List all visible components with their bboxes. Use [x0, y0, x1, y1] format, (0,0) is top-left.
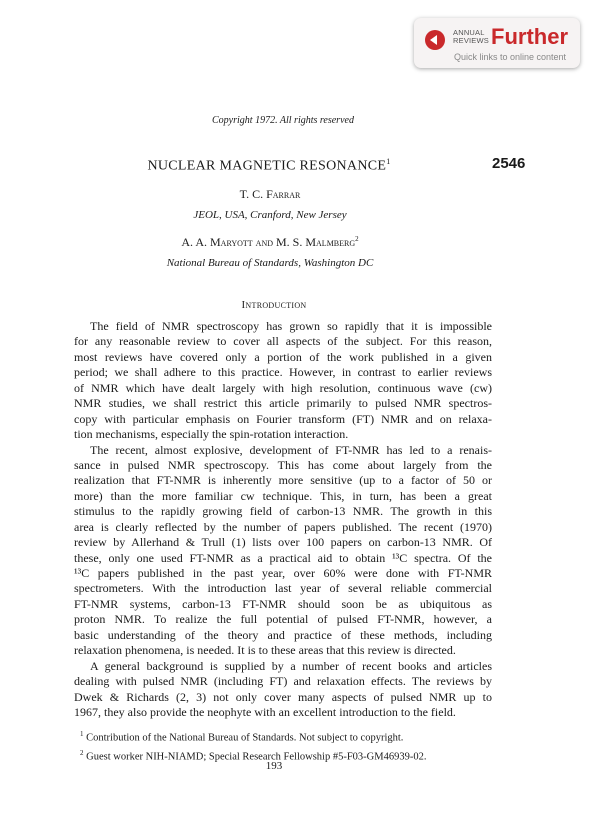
- paragraph-line: spectrometers. With the introduction last year of several reliable commercial: [74, 581, 492, 596]
- paragraph-line: sance in pulsed NMR spectroscopy. This has come about largely from the: [74, 457, 492, 472]
- paragraph-line: 1967, they also provide the neophyte with an excellent introduction to the field.: [74, 704, 456, 719]
- paragraph-line: review by Allerhand & Trull (1) lists over 100 papers on carbon-13 NMR. Of: [74, 535, 492, 550]
- paragraph-line: A general background is supplied by a number of recent books and articles: [90, 658, 492, 673]
- badge-annual-reviews-label: ANNUAL REVIEWS: [453, 28, 489, 45]
- paragraph-line: basic understanding of the theory and practice of these methods, including: [74, 627, 492, 642]
- paragraph-line: for any reasonable review to cover all aspects of the subject. For this reason,: [74, 334, 492, 349]
- paragraph-line: of NMR which have dealt largely with high resolution, continuous wave (cw): [74, 380, 492, 395]
- further-links-badge[interactable]: [414, 18, 580, 68]
- affiliation-2: National Bureau of Standards, Washington DC: [166, 257, 374, 269]
- footnote-2: $^2$ Guest worker NIH-NIAMD; Special Research Fellowship #5-F03-GM46939-02.: [80, 748, 427, 762]
- paragraph-line: these, only one used FT-NMR as a practical aid to obtain ¹³C spectra. Of the: [74, 550, 492, 565]
- author-2-footnote-mark: 2: [355, 235, 359, 243]
- title-footnote-mark: 1: [386, 157, 391, 166]
- badge-further-label: Further: [491, 24, 568, 49]
- paragraph-line: NMR studies, we shall restrict this article primarily to pulsed NMR spectros-: [74, 396, 492, 411]
- paragraph-line: FT-NMR systems, carbon-13 FT-NMR should soon be as ubiquitous as: [74, 596, 492, 611]
- article-code: 2546: [492, 155, 526, 172]
- paragraph-line: period; we shall adhere to this practice. However, in contrast to earlier reviews: [74, 365, 492, 380]
- paragraph-line: copy with particular emphasis on Fourier transform (FT) NMR and on relaxa-: [74, 411, 492, 426]
- body-text: [74, 319, 492, 720]
- paragraph-line: more) than the more familiar cw technique. This, in turn, has been a great: [74, 488, 492, 503]
- author-1: T. C. Farrar: [239, 187, 301, 201]
- paragraph-line: dealing with pulsed NMR (including FT) and relaxation effects. The reviews by: [74, 674, 492, 689]
- paragraph-line: stimulus to the rapidly growing field of carbon-13 NMR. The growth in this: [74, 504, 492, 519]
- paragraph-line: ¹³C papers published in the past year, over 60% were done with FT-NMR: [74, 566, 492, 580]
- paragraph-line: area is clearly reflected by the number of papers published. The recent (1970): [74, 519, 492, 534]
- paragraph-line: The field of NMR spectroscopy has grown so rapidly that it is impossible: [90, 319, 492, 333]
- paragraph-line: realization that FT-NMR is inherently more sensitive (up to a factor of 50 or: [74, 473, 492, 488]
- copyright-notice: Copyright 1972. All rights reserved: [212, 115, 354, 126]
- author-2: A. A. Maryott and M. S. Malmberg$^2$: [181, 235, 359, 249]
- badge-subtitle: Quick links to online content: [454, 52, 567, 62]
- paragraph-line: Dwek & Richards (2, 3) not only cover many aspects of pulsed NMR up to: [74, 689, 492, 704]
- paragraph-line: most reviews have covered only a portion of the work published in a given: [74, 349, 492, 364]
- article-title: NUCLEAR MAGNETIC RESONANCE$^1$: [147, 157, 391, 174]
- footnote-1: $^1$ Contribution of the National Bureau of Standards. Not subject to copyright.: [80, 730, 404, 744]
- paragraph-line: proton NMR. To realize the full potential of pulsed FT-NMR, however, a: [74, 612, 492, 627]
- page-number: 193: [265, 760, 283, 772]
- paragraph-line: relaxation phenomena, is needed. It is to these areas that this review is directed.: [74, 643, 456, 658]
- back-arrow-icon: [425, 30, 445, 50]
- paragraph-line: The recent, almost explosive, development of FT-NMR has led to a renais-: [90, 442, 492, 457]
- section-heading: Introduction: [241, 299, 307, 311]
- footnotes: [80, 727, 500, 764]
- affiliation-1: JEOL, USA, Cranford, New Jersey: [193, 209, 347, 221]
- paragraph-line: tion mechanisms, especially the spin-rotation interaction.: [74, 427, 349, 442]
